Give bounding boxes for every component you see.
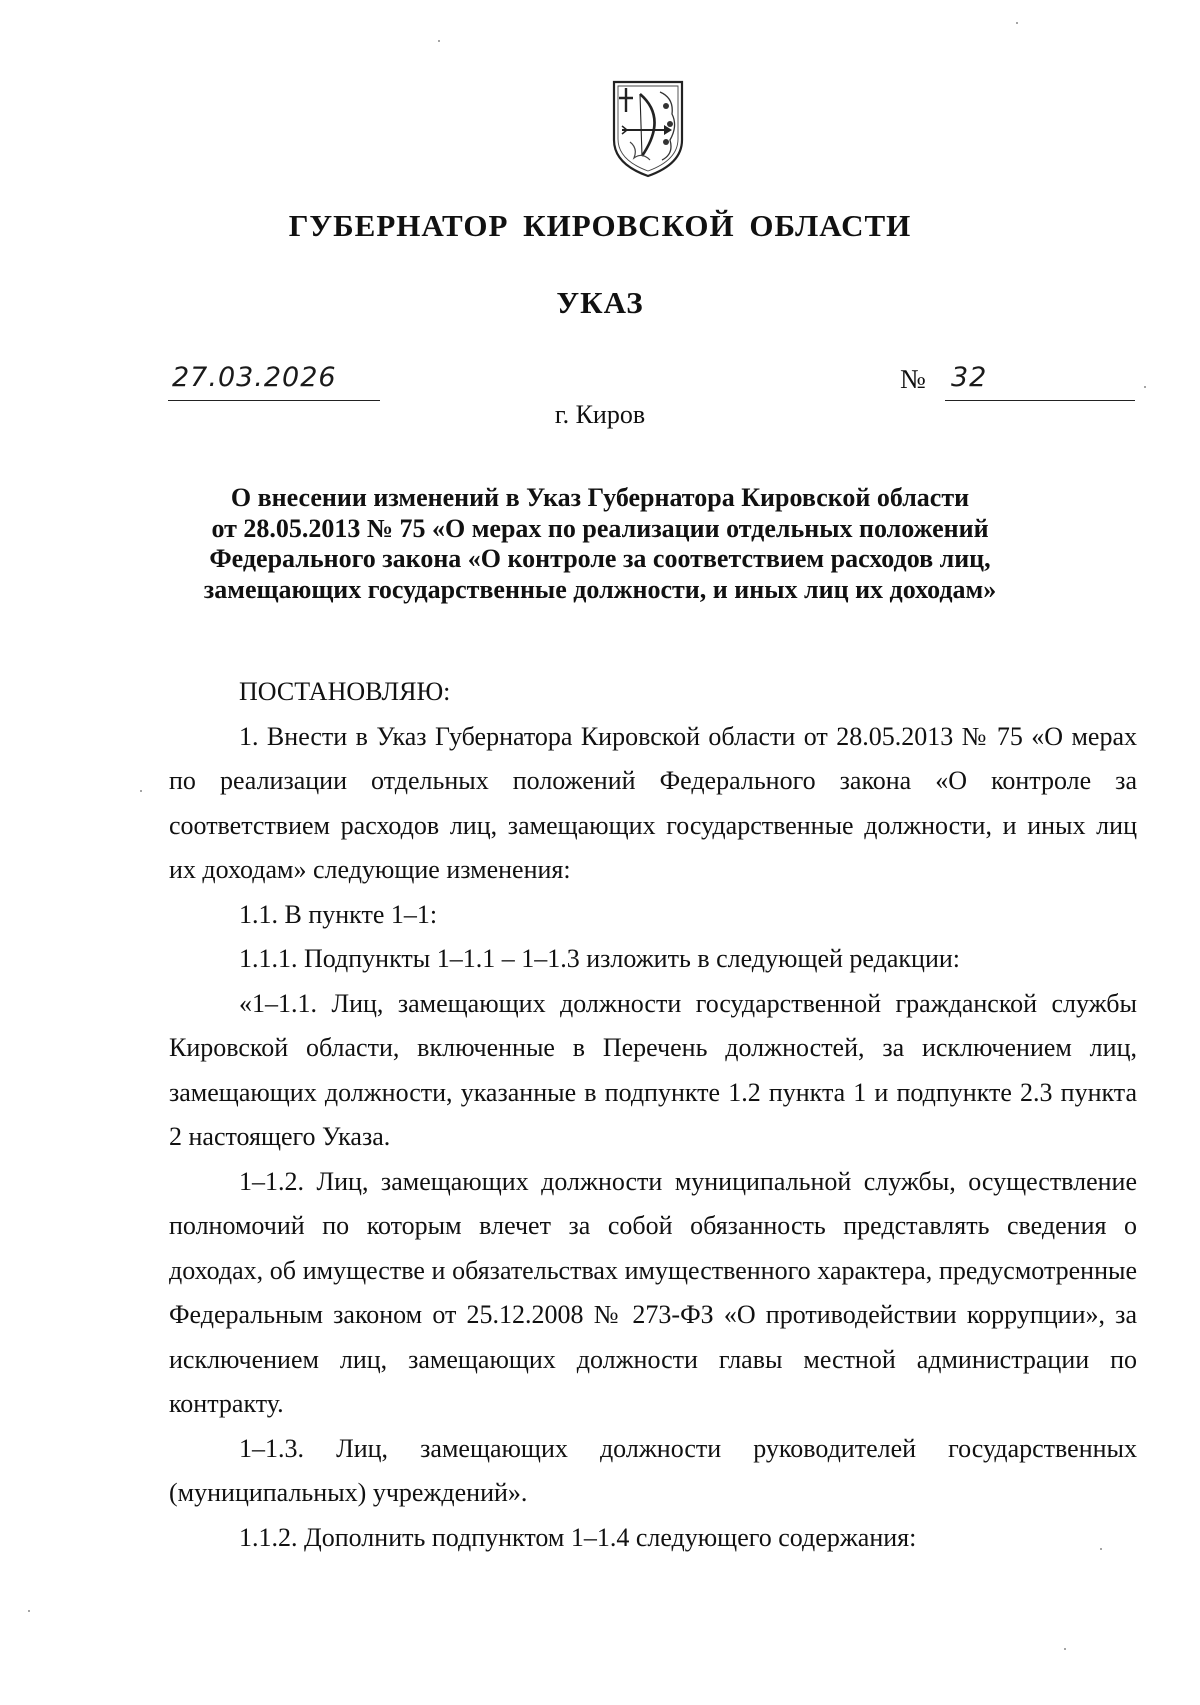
body-paragraph: 1.1.2. Дополнить подпунктом 1–1.4 следующего содержания: — [239, 1522, 917, 1552]
body-paragraph: 1. Внести в Указ Губернатора Кировской области от 28.05.2013 № 75 «О мерах по реализации отдельных положений Федерального закона «О контроле за соответствием расходов лиц, замещающих государственные должности, и иных лиц их доходам» следующие изменения: — [169, 721, 1137, 884]
issuer-title: ГУБЕРНАТОР КИРОВСКОЙ ОБЛАСТИ — [288, 208, 912, 243]
decree-number-field — [945, 362, 1135, 401]
decree-number: 32 — [951, 362, 988, 393]
scan-speck — [1064, 1648, 1066, 1650]
subject-line: О внесении изменений в Указ Губернатора Кировской области — [230, 483, 970, 512]
body-paragraph: 1.1.1. Подпункты 1–1.1 – 1–1.3 изложить в следующей редакции: — [239, 944, 960, 973]
body-paragraph: 1.1. В пункте 1–1: — [239, 899, 438, 929]
issue-city: г. Киров — [554, 400, 646, 429]
scan-speck — [140, 790, 142, 792]
decree-date-field — [168, 362, 380, 401]
document-type-title: УКАЗ — [556, 285, 644, 320]
number-label: № — [900, 364, 926, 394]
subject-line: замещающих государственные должности, и иных лиц их доходам» — [203, 574, 997, 604]
subject-line: от 28.05.2013 № 75 «О мерах по реализации отдельных положений — [211, 513, 989, 543]
scan-speck — [1100, 1548, 1102, 1550]
body-paragraph: «1–1.1. Лиц, замещающих должности государственной гражданской службы Кировской области, включенные в Перечень должностей, за исключением лиц, замещающих должности, указанные в подпункте 1.2 пункта 1 и подпункте 2.3 пункта 2 настоящего Указа. — [169, 988, 1137, 1151]
decree-date: 27.03.2026 — [172, 362, 337, 393]
scan-speck — [1016, 22, 1018, 24]
decree-word: ПОСТАНОВЛЯЮ: — [239, 677, 451, 706]
subject-line: Федерального закона «О контроле за соответствием расходов лиц, — [209, 544, 991, 573]
kirov-coat-of-arms-icon — [608, 78, 688, 180]
decree-subject — [150, 483, 1050, 605]
scan-speck — [28, 1610, 30, 1612]
decree-body — [169, 670, 1137, 1560]
scan-speck — [438, 40, 440, 42]
body-paragraph: 1–1.3. Лиц, замещающих должности руководителей государственных (муниципальных) учреждений». — [169, 1433, 1137, 1507]
body-paragraph: 1–1.2. Лиц, замещающих должности муниципальной службы, осуществление полномочий по которым влечет за собой обязанность представлять сведения о доходах, об имуществе и обязательствах имущественного характера, предусмотренные Федеральным законом от 25.12.2008 № 273-ФЗ «О противодействии коррупции», за исключением лиц, замещающих должности главы местной администрации по контракту. — [169, 1166, 1137, 1418]
scan-speck — [1144, 386, 1146, 388]
